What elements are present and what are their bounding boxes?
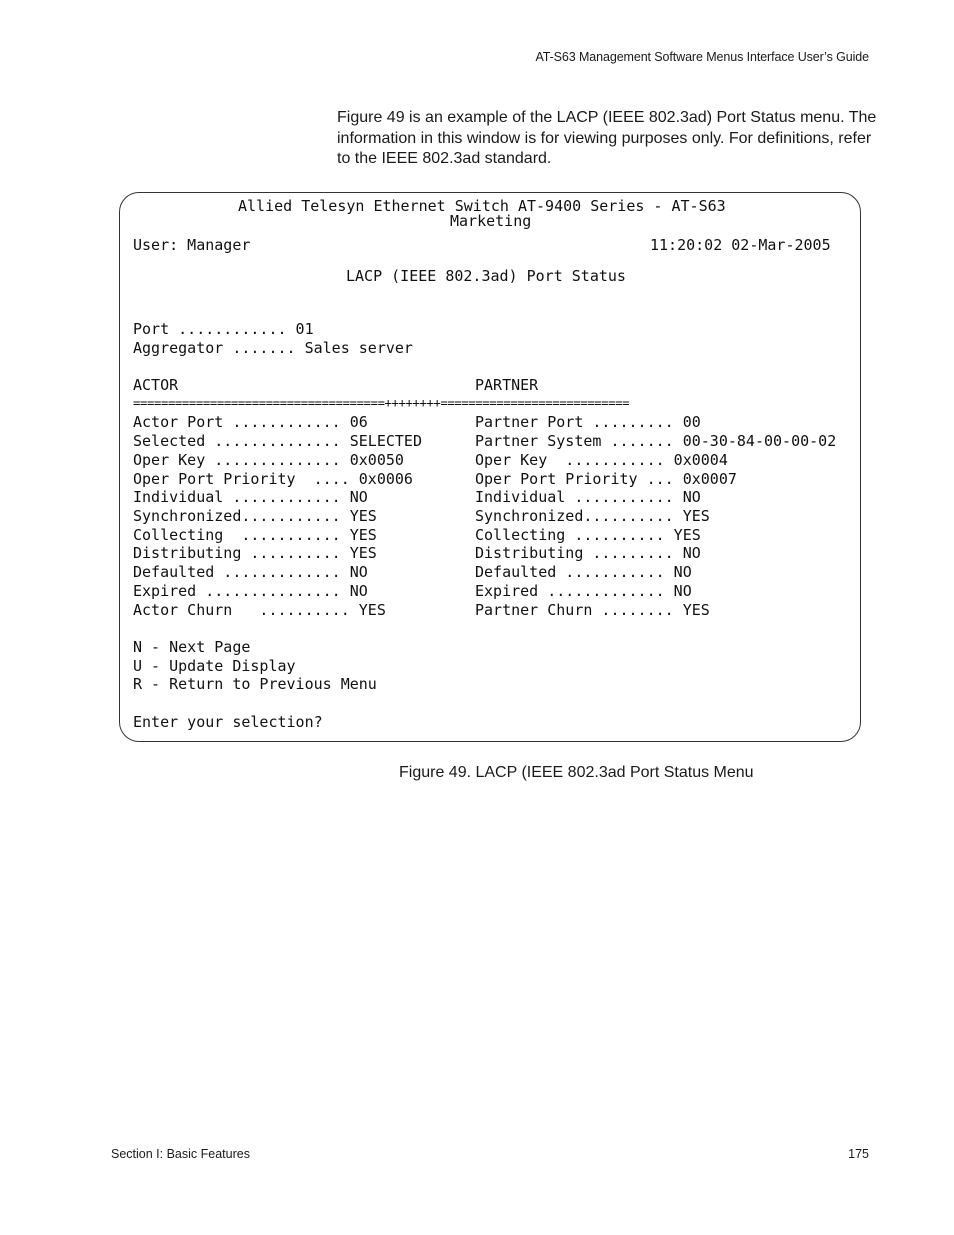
- menu-option-next-page[interactable]: N - Next Page: [133, 638, 251, 656]
- actor-row: Actor Port ............ 06: [133, 413, 368, 431]
- partner-row: Partner Port ......... 00: [475, 413, 701, 431]
- actor-row: Actor Churn .......... YES: [133, 601, 386, 619]
- menu-option-update-display[interactable]: U - Update Display: [133, 657, 296, 675]
- separator-line: ====================================++++++++===========================: [133, 396, 630, 410]
- terminal-title: Allied Telesyn Ethernet Switch AT-9400 Series - AT-S63: [238, 197, 726, 215]
- menu-option-return[interactable]: R - Return to Previous Menu: [133, 675, 377, 693]
- partner-row: Partner Churn ........ YES: [475, 601, 710, 619]
- footer-section: Section I: Basic Features: [111, 1147, 250, 1161]
- figure-caption: Figure 49. LACP (IEEE 802.3ad Port Status Menu: [399, 764, 754, 781]
- partner-row: Collecting .......... YES: [475, 526, 701, 544]
- partner-row: Oper Port Priority ... 0x0007: [475, 470, 737, 488]
- partner-heading: PARTNER: [475, 376, 539, 394]
- partner-row: Defaulted ........... NO: [475, 563, 692, 581]
- port-field: Port ............ 01: [133, 320, 314, 338]
- partner-row: Distributing ......... NO: [475, 544, 701, 562]
- partner-row: Individual ........... NO: [475, 488, 701, 506]
- partner-row: Synchronized.......... YES: [475, 507, 710, 525]
- page-number: 175: [848, 1147, 869, 1161]
- partner-row: Partner System ....... 00-30-84-00-00-02: [475, 432, 837, 450]
- selection-prompt[interactable]: Enter your selection?: [133, 713, 323, 731]
- actor-row: Oper Key .............. 0x0050: [133, 451, 404, 469]
- actor-heading: ACTOR: [133, 376, 179, 394]
- aggregator-field: Aggregator ....... Sales server: [133, 339, 413, 357]
- screen-title: LACP (IEEE 802.3ad) Port Status: [346, 267, 626, 285]
- partner-row: Oper Key ........... 0x0004: [475, 451, 728, 469]
- timestamp: 11:20:02 02-Mar-2005: [650, 236, 831, 254]
- terminal-subtitle: Marketing: [450, 212, 532, 230]
- actor-row: Distributing .......... YES: [133, 544, 377, 562]
- user-label: User: Manager: [133, 236, 251, 254]
- actor-row: Oper Port Priority .... 0x0006: [133, 470, 413, 488]
- running-header: AT-S63 Management Software Menus Interface User’s Guide: [535, 50, 869, 64]
- terminal-screen: [119, 192, 861, 742]
- actor-row: Defaulted ............. NO: [133, 563, 368, 581]
- intro-paragraph: Figure 49 is an example of the LACP (IEEE 802.3ad) Port Status menu. The information in this window is for viewing purposes only. For definitions, refer to the IEEE 802.3ad standard.: [337, 109, 877, 167]
- actor-row: Collecting ........... YES: [133, 526, 377, 544]
- actor-row: Individual ............ NO: [133, 488, 368, 506]
- partner-row: Expired ............. NO: [475, 582, 692, 600]
- actor-row: Synchronized........... YES: [133, 507, 377, 525]
- actor-row: Expired ............... NO: [133, 582, 368, 600]
- actor-row: Selected .............. SELECTED: [133, 432, 422, 450]
